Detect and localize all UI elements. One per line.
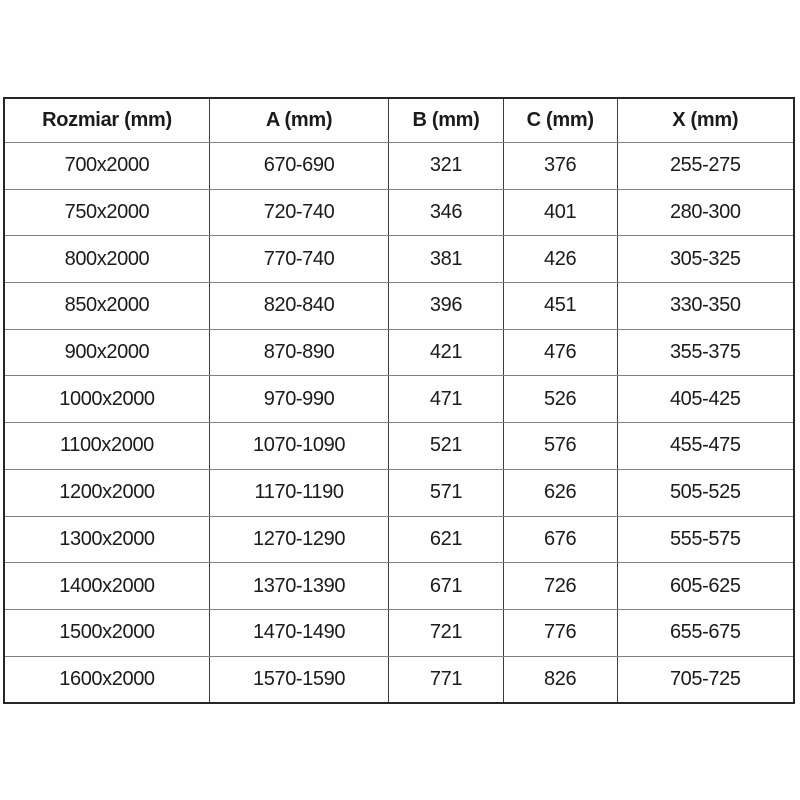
dimension-table-container (3, 97, 795, 704)
cell: 726 (503, 563, 617, 610)
cell: 330-350 (617, 283, 794, 330)
cell: 305-325 (617, 236, 794, 283)
table-row (4, 656, 794, 703)
cell: 705-725 (617, 656, 794, 703)
cell: 1470-1490 (209, 609, 388, 656)
cell: 426 (503, 236, 617, 283)
cell: 1170-1190 (209, 469, 388, 516)
cell: 255-275 (617, 143, 794, 190)
cell: 376 (503, 143, 617, 190)
cell: 605-625 (617, 563, 794, 610)
column-header-rozmiar: Rozmiar (mm) (4, 98, 209, 143)
table-row (4, 283, 794, 330)
cell: 676 (503, 516, 617, 563)
cell: 700x2000 (4, 143, 209, 190)
cell: 900x2000 (4, 329, 209, 376)
cell: 820-840 (209, 283, 388, 330)
cell: 670-690 (209, 143, 388, 190)
cell: 750x2000 (4, 189, 209, 236)
cell: 451 (503, 283, 617, 330)
cell: 526 (503, 376, 617, 423)
table-row (4, 143, 794, 190)
cell: 1270-1290 (209, 516, 388, 563)
cell: 671 (389, 563, 504, 610)
column-header-x: X (mm) (617, 98, 794, 143)
table-row (4, 563, 794, 610)
cell: 421 (389, 329, 504, 376)
cell: 280-300 (617, 189, 794, 236)
cell: 396 (389, 283, 504, 330)
table-body (4, 143, 794, 704)
cell: 1100x2000 (4, 423, 209, 470)
table-row (4, 189, 794, 236)
cell: 355-375 (617, 329, 794, 376)
cell: 381 (389, 236, 504, 283)
column-header-b: B (mm) (389, 98, 504, 143)
cell: 1600x2000 (4, 656, 209, 703)
cell: 455-475 (617, 423, 794, 470)
cell: 1070-1090 (209, 423, 388, 470)
cell: 1370-1390 (209, 563, 388, 610)
cell: 826 (503, 656, 617, 703)
table-row (4, 236, 794, 283)
size-dimension-table (3, 97, 795, 704)
cell: 870-890 (209, 329, 388, 376)
cell: 555-575 (617, 516, 794, 563)
cell: 626 (503, 469, 617, 516)
table-row (4, 329, 794, 376)
cell: 621 (389, 516, 504, 563)
column-header-c: C (mm) (503, 98, 617, 143)
cell: 800x2000 (4, 236, 209, 283)
table-row (4, 423, 794, 470)
cell: 405-425 (617, 376, 794, 423)
table-header-row (4, 98, 794, 143)
cell: 576 (503, 423, 617, 470)
cell: 401 (503, 189, 617, 236)
cell: 1500x2000 (4, 609, 209, 656)
column-header-a: A (mm) (209, 98, 388, 143)
cell: 721 (389, 609, 504, 656)
cell: 770-740 (209, 236, 388, 283)
cell: 771 (389, 656, 504, 703)
cell: 321 (389, 143, 504, 190)
cell: 655-675 (617, 609, 794, 656)
cell: 970-990 (209, 376, 388, 423)
cell: 1200x2000 (4, 469, 209, 516)
cell: 1300x2000 (4, 516, 209, 563)
table-head (4, 98, 794, 143)
cell: 346 (389, 189, 504, 236)
table-row (4, 469, 794, 516)
table-row (4, 376, 794, 423)
cell: 850x2000 (4, 283, 209, 330)
cell: 776 (503, 609, 617, 656)
cell: 471 (389, 376, 504, 423)
cell: 1570-1590 (209, 656, 388, 703)
table-row (4, 516, 794, 563)
table-row (4, 609, 794, 656)
cell: 720-740 (209, 189, 388, 236)
cell: 476 (503, 329, 617, 376)
cell: 571 (389, 469, 504, 516)
cell: 521 (389, 423, 504, 470)
cell: 505-525 (617, 469, 794, 516)
cell: 1400x2000 (4, 563, 209, 610)
cell: 1000x2000 (4, 376, 209, 423)
